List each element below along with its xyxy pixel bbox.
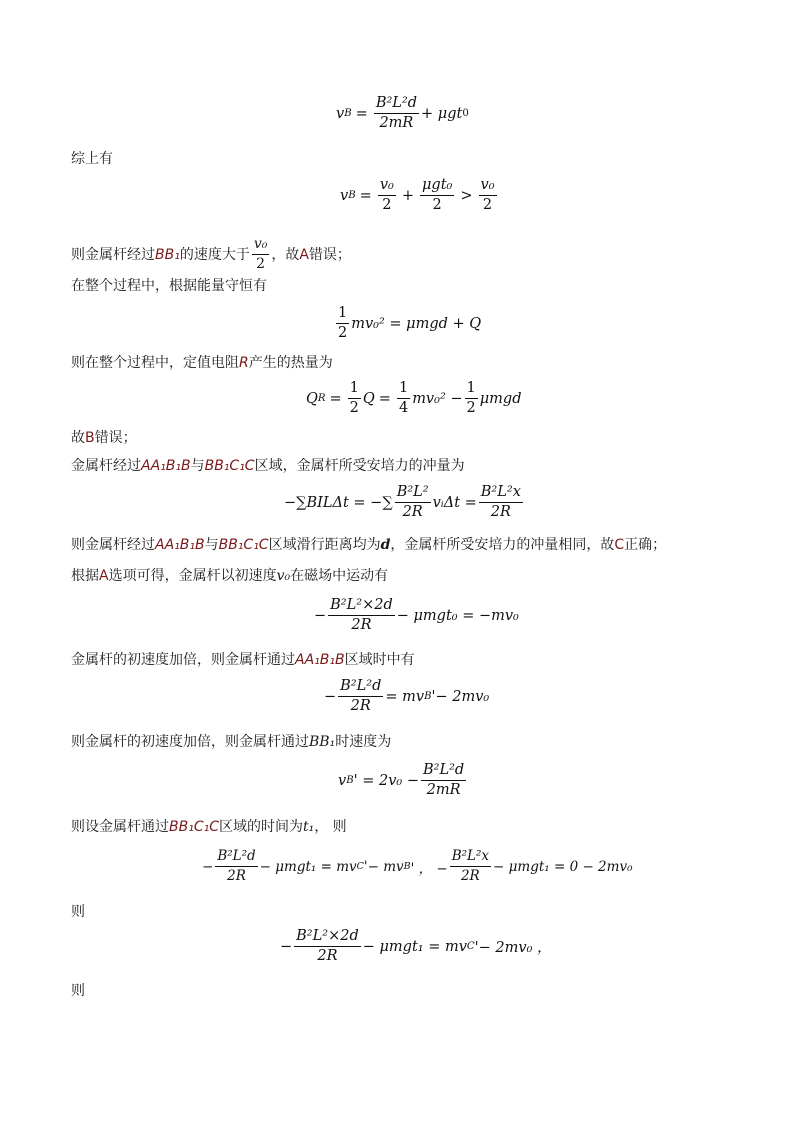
eq-text: − μmgt₁ = mv bbox=[259, 858, 357, 875]
text-term: BB₁C₁C bbox=[204, 458, 255, 474]
denominator: 2mR bbox=[426, 782, 461, 798]
numerator: v₀ bbox=[252, 236, 270, 255]
numerator: B²L²×2d bbox=[294, 928, 361, 947]
text: ，故 bbox=[271, 246, 300, 263]
eq-text: + μgt bbox=[421, 105, 463, 122]
eq-text: μmgd bbox=[479, 390, 522, 407]
equation-energy bbox=[334, 305, 481, 342]
numerator: B²L²x bbox=[450, 848, 491, 867]
text: 则在整个过程中，定值电阻 bbox=[71, 355, 239, 371]
text: 区域时中有 bbox=[344, 652, 415, 668]
text: 产生的热量为 bbox=[248, 355, 333, 371]
text: 金属杆经过 bbox=[71, 458, 141, 474]
fraction bbox=[338, 678, 383, 715]
denominator: 2 bbox=[466, 400, 476, 416]
numerator: 1 bbox=[348, 380, 361, 399]
numerator: B²L²d bbox=[421, 762, 466, 781]
numerator: B²L²d bbox=[338, 678, 383, 697]
text: 错误； bbox=[308, 246, 351, 263]
fraction bbox=[479, 177, 497, 214]
numerator: v₀ bbox=[479, 177, 497, 196]
text-line bbox=[71, 981, 85, 1001]
text: 在磁场中运动有 bbox=[290, 568, 389, 584]
numerator: B²L²d bbox=[215, 848, 257, 867]
equation-final bbox=[280, 928, 552, 965]
text-term: A bbox=[299, 246, 309, 263]
text-term: AA₁B₁B bbox=[141, 458, 191, 474]
fraction bbox=[479, 484, 523, 521]
text-line bbox=[71, 276, 267, 296]
fraction bbox=[378, 177, 396, 214]
eq-text: = mv bbox=[385, 688, 425, 705]
text: 与 bbox=[190, 458, 205, 474]
text-line bbox=[71, 353, 333, 373]
eq-sub: B bbox=[348, 190, 356, 201]
text: 故 bbox=[71, 430, 85, 446]
eq-text: v bbox=[340, 187, 349, 204]
text: 则金属杆经过 bbox=[71, 246, 155, 263]
fraction bbox=[252, 236, 270, 273]
text-term: BB₁C₁C bbox=[218, 537, 269, 553]
text-term: BB₁ bbox=[309, 734, 336, 750]
text: 金属杆的初速度加倍，则金属杆通过 bbox=[71, 652, 295, 668]
fraction bbox=[421, 762, 466, 799]
eq-text: ' = 2v₀ − bbox=[353, 772, 419, 789]
fraction bbox=[328, 597, 395, 634]
fraction bbox=[465, 380, 478, 417]
text-line bbox=[71, 535, 666, 555]
eq-sub: 0 bbox=[462, 108, 469, 119]
fraction bbox=[294, 928, 361, 965]
text: 则金属杆经过 bbox=[71, 537, 155, 553]
text-line bbox=[71, 456, 465, 476]
numerator: B²L²x bbox=[479, 484, 523, 503]
text: 错误； bbox=[94, 430, 137, 446]
denominator: 2R bbox=[460, 868, 480, 884]
denominator: 2 bbox=[349, 400, 359, 416]
eq-text: − μmgt₁ = 0 − 2mv₀ bbox=[493, 858, 633, 875]
fraction bbox=[215, 848, 257, 885]
denominator: 2R bbox=[402, 504, 423, 520]
text-term: R bbox=[239, 355, 249, 371]
denominator: 2 bbox=[338, 325, 348, 341]
eq-text: − μmgt₀ = −mv₀ bbox=[396, 607, 519, 624]
denominator: 2R bbox=[490, 504, 511, 520]
text-line bbox=[71, 566, 388, 586]
fraction bbox=[374, 95, 419, 132]
numerator: μgt₀ bbox=[420, 177, 454, 196]
text-line bbox=[71, 650, 415, 670]
eq-text: mv₀² − bbox=[412, 390, 463, 407]
eq-text: Q bbox=[362, 390, 375, 407]
equation-initial-motion bbox=[314, 597, 519, 634]
text: 的速度大于 bbox=[179, 246, 250, 263]
numerator: 1 bbox=[465, 380, 478, 399]
text-line bbox=[71, 902, 85, 922]
eq-text: − bbox=[280, 938, 293, 955]
text-term: AA₁B₁B bbox=[155, 537, 205, 553]
eq-text: mv₀² = μmgd + Q bbox=[351, 315, 482, 332]
eq-text: '− mv bbox=[363, 858, 404, 875]
text: 综上有 bbox=[71, 151, 113, 167]
equation-vb-sum: v B = $\frac{\text{v₀}}{2}$ + $\frac{\text{μgt₀}}{2}$ > $\frac{\text{v₀}}{2}$ bbox=[340, 177, 495, 213]
eq-text: − bbox=[324, 688, 337, 705]
denominator: 2mR bbox=[379, 115, 414, 131]
numerator: v₀ bbox=[378, 177, 396, 196]
denominator: 2 bbox=[432, 197, 442, 213]
denominator: 2 bbox=[256, 256, 266, 272]
fraction bbox=[395, 484, 431, 521]
text-term: v₀ bbox=[276, 568, 291, 584]
numerator: B²L²d bbox=[374, 95, 419, 114]
text-term: C bbox=[614, 537, 625, 553]
numerator: B²L²×2d bbox=[328, 597, 395, 616]
eq-sub: C bbox=[356, 861, 364, 872]
eq-text: '− 2mv₀ bbox=[431, 688, 490, 705]
text: 则 bbox=[71, 983, 85, 999]
text: 时速度为 bbox=[335, 734, 392, 750]
text-term: BB₁C₁C bbox=[169, 819, 219, 835]
fraction bbox=[420, 177, 454, 214]
fraction bbox=[450, 848, 491, 885]
text: 则金属杆的初速度加倍，则金属杆通过 bbox=[71, 734, 309, 750]
eq-text: v bbox=[336, 105, 345, 122]
eq-text: '− 2mv₀ ， bbox=[474, 940, 552, 956]
text: 区域滑行距离均为 bbox=[268, 537, 381, 553]
eq-sub: B bbox=[424, 691, 432, 702]
text-term: AA₁B₁B bbox=[295, 652, 345, 668]
denominator: 2 bbox=[382, 197, 392, 213]
text-term: B bbox=[85, 430, 95, 446]
text: 则 bbox=[71, 904, 85, 920]
text-line bbox=[71, 149, 113, 169]
eq-sub: B bbox=[403, 861, 411, 872]
denominator: 4 bbox=[398, 400, 409, 416]
text: 选项可得，金属杆以初速度 bbox=[108, 568, 277, 584]
text: ， 则 bbox=[314, 819, 347, 835]
equation-vb-prime bbox=[338, 762, 468, 799]
denominator: 2R bbox=[350, 698, 371, 714]
numerator: 1 bbox=[336, 305, 349, 324]
text: 根据 bbox=[71, 568, 99, 584]
eq-text: Q bbox=[306, 390, 318, 407]
text: 区域的时间为 bbox=[218, 819, 303, 835]
text-line bbox=[71, 236, 351, 273]
equation-doubled-speed bbox=[324, 678, 489, 715]
fraction bbox=[397, 380, 410, 417]
eq-text: − bbox=[202, 858, 214, 875]
denominator: 2R bbox=[351, 617, 372, 633]
denominator: 2R bbox=[317, 948, 338, 964]
numerator: 1 bbox=[397, 380, 410, 399]
eq-text: ' ， − bbox=[410, 860, 448, 877]
eq-sub: R bbox=[317, 393, 326, 404]
text-term: A bbox=[99, 568, 109, 584]
text: 则设金属杆通过 bbox=[71, 819, 169, 835]
denominator: 2 bbox=[482, 197, 493, 213]
text-term: d bbox=[380, 537, 391, 553]
eq-text: −∑BILΔt = −∑ bbox=[284, 494, 393, 511]
text-line bbox=[71, 732, 391, 752]
equation-impulse bbox=[284, 484, 525, 521]
eq-sub: C bbox=[466, 941, 475, 952]
fraction bbox=[336, 305, 349, 342]
text-term: t₁ bbox=[302, 819, 315, 835]
equation-bc-region bbox=[202, 848, 632, 885]
equation-vb: v B = $\frac{\text{B²L²d}}{2mR}$ + μgt 0 bbox=[336, 95, 469, 131]
eq-text: − bbox=[314, 607, 327, 624]
text: ，金属杆所受安培力的冲量相同，故 bbox=[390, 537, 615, 553]
denominator: 2R bbox=[227, 868, 246, 884]
text-line bbox=[71, 817, 347, 837]
eq-text: vᵢΔt = bbox=[432, 494, 477, 511]
fraction bbox=[348, 380, 361, 417]
text-line bbox=[71, 428, 137, 448]
text: 与 bbox=[204, 537, 219, 553]
numerator: B²L² bbox=[395, 484, 431, 503]
eq-sub: B bbox=[344, 108, 352, 119]
text: 正确； bbox=[624, 537, 667, 553]
text-term: BB₁ bbox=[155, 246, 180, 263]
eq-text: v bbox=[338, 772, 347, 789]
eq-sub: B bbox=[346, 775, 354, 786]
eq-text: − μmgt₁ = mv bbox=[362, 938, 467, 955]
equation-heat: Q R = $\frac{1}{2}$ Q = $\frac{1}{4}$ mv₀² − $\frac{1}{2}$ μmgd bbox=[306, 380, 522, 416]
text: 在整个过程中，根据能量守恒有 bbox=[71, 278, 267, 294]
text: 区域，金属杆所受安培力的冲量为 bbox=[254, 458, 465, 474]
